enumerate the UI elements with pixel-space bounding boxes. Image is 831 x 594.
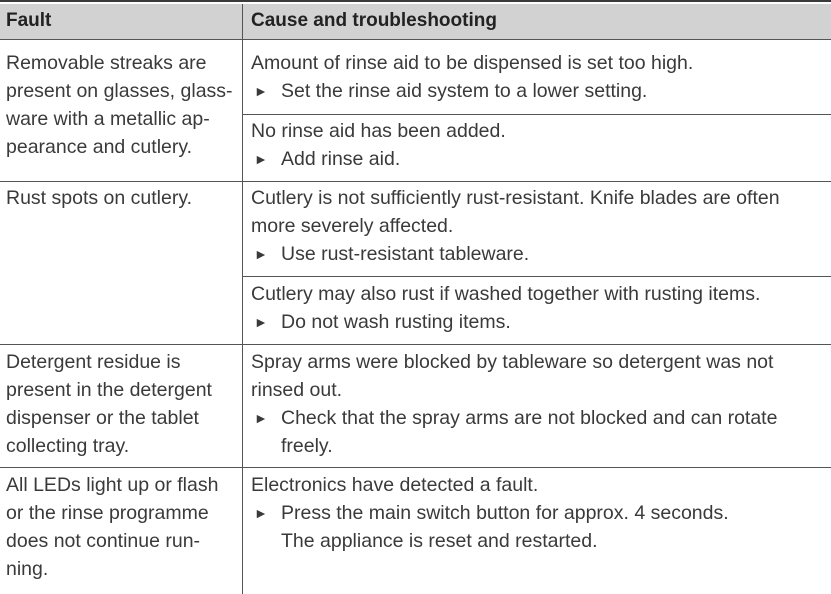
bullet-arrow-icon: ► [254, 505, 268, 521]
column-divider [242, 4, 243, 594]
bullet-arrow-icon: ► [254, 246, 268, 262]
header-fault: Fault [6, 10, 52, 31]
troubleshooting-table: Fault Cause and troubleshooting Removable streaks are present on glasses, glass- ware with a metallic ap- pearance and cutlery. Amount of rinse aid to be dispensed is set too high. ► Set the rinse aid system to a lower setting. No rinse aid has been added. ► Add rinse aid. Rust spots on cutlery. Cutlery is not sufficiently rust-resistant. Knife blades are often more severely affected. ► Use rust-resistant tableware. Cutlery may also rust if washed together with rusting items. ► Do not wash rusting items. Detergent residue is present in the detergent dispenser or the tablet collecting tray. Spray arms were blocked by tableware so detergent was not rinsed out. ► Check that the spray arms are not blocked and can rotate freely. All LEDs light up or flash or the rinse programme does not continue run- ning. Electronics have detected a fault. ► Press the main switch button for approx. 4 seconds. The appliance is reset and restarted. [0, 0, 831, 592]
row-2-cause-2: Cutlery may also rust if washed together with rusting items. [251, 283, 761, 305]
cause-divider [243, 276, 831, 277]
row-divider [0, 344, 831, 345]
bullet-arrow-icon: ► [254, 151, 268, 167]
bullet-arrow-icon: ► [254, 410, 268, 426]
row-2-cause-1: Cutlery is not sufficiently rust-resistant. Knife blades are often more severely affected. [251, 187, 780, 237]
row-3-fault: Detergent residue is present in the detergent dispenser or the tablet collecting tray. [6, 351, 212, 457]
row-divider [0, 181, 831, 182]
bullet-arrow-icon: ► [254, 314, 268, 330]
row-1-cause-1: Amount of rinse aid to be dispensed is set too high. [251, 52, 694, 74]
cause-divider [243, 114, 831, 115]
row-divider [0, 467, 831, 468]
bullet-arrow-icon: ► [254, 83, 268, 99]
row-3-cause-1: Spray arms were blocked by tableware so detergent was not rinsed out. [251, 351, 774, 401]
row-4-fault: All LEDs light up or flash or the rinse programme does not continue run- ning. [6, 474, 219, 580]
table-header [0, 4, 831, 40]
row-4-cause-1: Electronics have detected a fault. [251, 474, 539, 496]
row-1-cause-2: No rinse aid has been added. [251, 120, 506, 142]
row-1-fault: Removable streaks are present on glasses, glass- ware with a metallic ap- pearance and cutlery. [6, 52, 233, 158]
header-cause: Cause and troubleshooting [251, 10, 497, 31]
row-2-fault: Rust spots on cutlery. [6, 187, 193, 209]
